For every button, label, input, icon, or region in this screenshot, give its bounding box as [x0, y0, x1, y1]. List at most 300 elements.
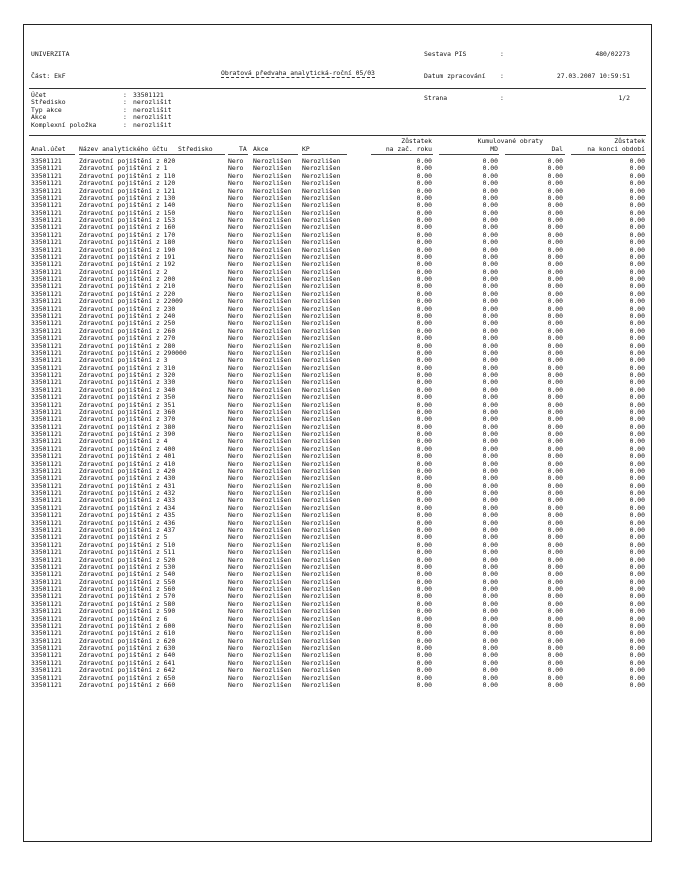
- filter-value: 33501121: [133, 91, 164, 99]
- row-kp: Nerozlišen: [302, 555, 341, 564]
- row-name: Zdravotní pojištění z 640: [79, 651, 176, 660]
- row-name: Zdravotní pojištění z 250: [79, 319, 176, 328]
- header-right: [424, 36, 630, 117]
- row-opening: 0.00: [416, 216, 432, 225]
- row-kp: Nerozlišen: [302, 629, 341, 638]
- row-kp: Nerozlišen: [302, 570, 341, 579]
- row-name: Zdravotní pojištění z 220: [79, 289, 176, 298]
- row-closing: 0.00: [629, 341, 645, 350]
- row-opening: 0.00: [416, 319, 432, 328]
- row-ta: Nero: [228, 592, 244, 601]
- row-ta: Nero: [228, 658, 244, 667]
- row-account: 33501121: [31, 526, 62, 534]
- row-closing: 0.00: [629, 304, 645, 313]
- row-closing: 0.00: [629, 164, 645, 173]
- row-account: 33501121: [31, 452, 62, 461]
- row-md: 0.00: [482, 171, 498, 180]
- row-akce: Nerozlišen: [253, 238, 292, 247]
- filter-list: [31, 92, 171, 129]
- row-dal: 0.00: [547, 422, 563, 431]
- row-closing: 0.00: [629, 540, 645, 549]
- row-account: 33501121: [31, 230, 62, 239]
- row-md: 0.00: [482, 238, 498, 247]
- row-account: 33501121: [31, 422, 62, 431]
- filter-value: nerozlišit: [133, 105, 172, 114]
- row-opening: 0.00: [416, 238, 432, 247]
- row-kp: Nerozlišen: [302, 326, 341, 335]
- row-account: 33501121: [31, 651, 62, 660]
- row-md: 0.00: [482, 164, 498, 173]
- row-name: Zdravotní pojištění z 380: [79, 422, 176, 431]
- row-kp: Nerozlišen: [302, 157, 341, 165]
- row-dal: 0.00: [547, 526, 563, 534]
- row-closing: 0.00: [629, 570, 645, 579]
- row-akce: Nerozlišen: [253, 208, 292, 217]
- underline: [439, 154, 499, 155]
- row-account: 33501121: [31, 592, 62, 601]
- row-closing: 0.00: [629, 548, 645, 557]
- row-account: 33501121: [31, 570, 62, 579]
- filter-label: Akce: [31, 113, 47, 122]
- row-account: 33501121: [31, 223, 62, 232]
- row-name: Zdravotní pojištění z 280: [79, 341, 176, 350]
- row-closing: 0.00: [629, 238, 645, 247]
- row-opening: 0.00: [416, 658, 432, 667]
- row-dal: 0.00: [547, 599, 563, 608]
- row-ta: Nero: [228, 311, 244, 320]
- row-md: 0.00: [482, 430, 498, 439]
- row-account: 33501121: [31, 326, 62, 335]
- row-dal: 0.00: [547, 437, 563, 446]
- row-account: 33501121: [31, 282, 62, 291]
- row-dal: 0.00: [547, 223, 563, 232]
- row-akce: Nerozlišen: [253, 179, 292, 188]
- row-kp: Nerozlišen: [302, 356, 341, 365]
- row-opening: 0.00: [416, 585, 432, 594]
- row-kp: Nerozlišen: [302, 348, 341, 357]
- row-closing: 0.00: [629, 599, 645, 608]
- row-account: 33501121: [31, 208, 62, 217]
- row-account: 33501121: [31, 400, 62, 409]
- row-dal: 0.00: [547, 216, 563, 225]
- row-name: Zdravotní pojištění z 020: [79, 157, 176, 165]
- row-ta: Nero: [228, 673, 244, 682]
- row-name: Zdravotní pojištění z 435: [79, 511, 176, 520]
- row-closing: 0.00: [629, 459, 645, 468]
- row-ta: Nero: [228, 252, 244, 261]
- row-dal: 0.00: [547, 651, 563, 660]
- row-dal: 0.00: [547, 393, 563, 402]
- row-name: Zdravotní pojištění z 190: [79, 245, 176, 254]
- row-akce: Nerozlišen: [253, 164, 292, 173]
- row-md: 0.00: [482, 245, 498, 254]
- row-dal: 0.00: [547, 297, 563, 306]
- row-opening: 0.00: [416, 179, 432, 188]
- row-account: 33501121: [31, 474, 62, 483]
- underline: [79, 154, 225, 155]
- row-md: 0.00: [482, 319, 498, 328]
- filter-line: Komplexní položka : nerozlišit: [31, 120, 172, 129]
- row-dal: 0.00: [547, 489, 563, 498]
- row-dal: 0.00: [547, 252, 563, 261]
- row-dal: 0.00: [547, 326, 563, 335]
- row-closing: 0.00: [629, 326, 645, 335]
- row-closing: 0.00: [629, 577, 645, 586]
- row-dal: 0.00: [547, 245, 563, 254]
- row-md: 0.00: [482, 570, 498, 579]
- row-opening: 0.00: [416, 275, 432, 284]
- row-name: Zdravotní pojištění z 170: [79, 230, 176, 239]
- row-name: Zdravotní pojištění z 130: [79, 193, 176, 202]
- row-name: Zdravotní pojištění z 620: [79, 636, 176, 645]
- row-opening: 0.00: [416, 282, 432, 291]
- row-kp: Nerozlišen: [302, 459, 341, 468]
- row-name: Zdravotní pojištění z 511: [79, 548, 176, 557]
- row-opening: 0.00: [416, 481, 432, 490]
- row-opening: 0.00: [416, 437, 432, 446]
- row-kp: Nerozlišen: [302, 407, 341, 416]
- row-account: 33501121: [31, 164, 62, 173]
- underline: [505, 154, 565, 155]
- row-dal: 0.00: [547, 238, 563, 247]
- row-akce: Nerozlišen: [253, 171, 292, 180]
- row-kp: Nerozlišen: [302, 319, 341, 328]
- row-account: 33501121: [31, 252, 62, 261]
- row-md: 0.00: [482, 607, 498, 616]
- row-md: 0.00: [482, 415, 498, 424]
- row-akce: Nerozlišen: [253, 319, 292, 328]
- row-akce: Nerozlišen: [253, 230, 292, 239]
- underline: [571, 154, 646, 155]
- row-akce: Nerozlišen: [253, 459, 292, 468]
- underline: [31, 154, 75, 155]
- row-name: Zdravotní pojištění z 2: [79, 267, 168, 276]
- row-akce: Nerozlišen: [253, 599, 292, 608]
- row-account: 33501121: [31, 430, 62, 439]
- row-opening: 0.00: [416, 607, 432, 616]
- row-account: 33501121: [31, 621, 62, 630]
- row-name: Zdravotní pojištění z 310: [79, 363, 176, 372]
- row-ta: Nero: [228, 415, 244, 424]
- row-akce: Nerozlišen: [253, 621, 292, 630]
- row-dal: 0.00: [547, 415, 563, 424]
- row-dal: 0.00: [547, 171, 563, 180]
- row-name: Zdravotní pojištění z 660: [79, 680, 176, 689]
- row-ta: Nero: [228, 363, 244, 372]
- row-kp: Nerozlišen: [302, 275, 341, 284]
- row-dal: 0.00: [547, 466, 563, 475]
- row-md: 0.00: [482, 201, 498, 210]
- row-opening: 0.00: [416, 562, 432, 571]
- row-md: 0.00: [482, 629, 498, 638]
- row-account: 33501121: [31, 466, 62, 475]
- row-opening: 0.00: [416, 680, 432, 689]
- row-akce: Nerozlišen: [253, 548, 292, 557]
- row-md: 0.00: [482, 474, 498, 483]
- row-account: 33501121: [31, 680, 62, 689]
- filter-line: Účet : 33501121: [31, 91, 164, 99]
- row-kp: Nerozlišen: [302, 289, 341, 298]
- row-opening: 0.00: [416, 385, 432, 394]
- row-name: Zdravotní pojištění z 642: [79, 666, 176, 675]
- row-name: Zdravotní pojištění z 641: [79, 658, 176, 667]
- row-kp: Nerozlišen: [302, 363, 341, 372]
- divider-columns: [29, 135, 646, 136]
- row-ta: Nero: [228, 430, 244, 439]
- row-ta: Nero: [228, 348, 244, 357]
- row-akce: Nerozlišen: [253, 658, 292, 667]
- row-name: Zdravotní pojištění z 192: [79, 260, 176, 269]
- row-closing: 0.00: [629, 400, 645, 409]
- row-md: 0.00: [482, 267, 498, 276]
- row-dal: 0.00: [547, 503, 563, 512]
- row-name: Zdravotní pojištění z 401: [79, 452, 176, 461]
- row-name: Zdravotní pojištění z 3: [79, 356, 168, 365]
- row-md: 0.00: [482, 252, 498, 261]
- row-account: 33501121: [31, 348, 62, 357]
- row-opening: 0.00: [416, 326, 432, 335]
- row-kp: Nerozlišen: [302, 562, 341, 571]
- row-kp: Nerozlišen: [302, 252, 341, 261]
- row-akce: Nerozlišen: [253, 193, 292, 202]
- row-opening: 0.00: [416, 651, 432, 660]
- row-akce: Nerozlišen: [253, 363, 292, 372]
- row-ta: Nero: [228, 503, 244, 512]
- row-akce: Nerozlišen: [253, 503, 292, 512]
- row-opening: 0.00: [416, 171, 432, 180]
- row-dal: 0.00: [547, 267, 563, 276]
- row-akce: Nerozlišen: [253, 592, 292, 601]
- row-opening: 0.00: [416, 629, 432, 638]
- row-kp: Nerozlišen: [302, 496, 341, 505]
- row-account: 33501121: [31, 297, 62, 306]
- row-name: Zdravotní pojištění z 110: [79, 171, 176, 180]
- row-account: 33501121: [31, 245, 62, 254]
- row-ta: Nero: [228, 157, 244, 165]
- row-dal: 0.00: [547, 548, 563, 557]
- row-name: Zdravotní pojištění z 351: [79, 400, 176, 409]
- row-md: 0.00: [482, 186, 498, 195]
- row-opening: 0.00: [416, 459, 432, 468]
- header-left: [31, 36, 69, 95]
- row-dal: 0.00: [547, 644, 563, 653]
- row-akce: Nerozlišen: [253, 201, 292, 210]
- row-dal: 0.00: [547, 673, 563, 682]
- row-ta: Nero: [228, 496, 244, 505]
- row-md: 0.00: [482, 334, 498, 343]
- row-ta: Nero: [228, 393, 244, 402]
- row-opening: 0.00: [416, 489, 432, 498]
- row-kp: Nerozlišen: [302, 651, 341, 660]
- row-closing: 0.00: [629, 636, 645, 645]
- row-opening: 0.00: [416, 267, 432, 276]
- row-dal: 0.00: [547, 540, 563, 549]
- row-kp: Nerozlišen: [302, 201, 341, 210]
- row-akce: Nerozlišen: [253, 334, 292, 343]
- row-account: 33501121: [31, 518, 62, 527]
- row-closing: 0.00: [629, 629, 645, 638]
- row-ta: Nero: [228, 452, 244, 461]
- row-kp: Nerozlišen: [302, 334, 341, 343]
- row-dal: 0.00: [547, 186, 563, 195]
- row-md: 0.00: [482, 363, 498, 372]
- row-md: 0.00: [482, 304, 498, 313]
- date-value: 27.03.2007 10:59:51: [556, 72, 630, 81]
- col-closing-bottom: na konci období: [587, 145, 645, 153]
- row-account: 33501121: [31, 356, 62, 365]
- row-account: 33501121: [31, 289, 62, 298]
- row-closing: 0.00: [629, 481, 645, 490]
- row-closing: 0.00: [629, 319, 645, 328]
- row-kp: Nerozlišen: [302, 489, 341, 498]
- row-name: Zdravotní pojištění z 6: [79, 614, 168, 623]
- row-name: Zdravotní pojištění z 240: [79, 311, 176, 320]
- col-kp: KP: [302, 145, 310, 153]
- row-ta: Nero: [228, 179, 244, 188]
- row-name: Zdravotní pojištění z 437: [79, 526, 176, 534]
- row-ta: Nero: [228, 481, 244, 490]
- row-kp: Nerozlišen: [302, 245, 341, 254]
- filter-value: nerozlišit: [133, 120, 172, 129]
- row-closing: 0.00: [629, 621, 645, 630]
- row-name: Zdravotní pojištění z 410: [79, 459, 176, 468]
- report-title: Obratová předvaha analytická-roční 05/03: [221, 69, 375, 77]
- row-akce: Nerozlišen: [253, 252, 292, 261]
- row-akce: Nerozlišen: [253, 422, 292, 431]
- row-kp: Nerozlišen: [302, 621, 341, 630]
- row-name: Zdravotní pojištění z 550: [79, 577, 176, 586]
- row-closing: 0.00: [629, 526, 645, 534]
- org-name: UNIVERZITA: [31, 49, 70, 58]
- row-name: Zdravotní pojištění z 433: [79, 496, 176, 505]
- row-account: 33501121: [31, 186, 62, 195]
- row-account: 33501121: [31, 673, 62, 682]
- row-akce: Nerozlišen: [253, 666, 292, 675]
- row-md: 0.00: [482, 260, 498, 269]
- row-closing: 0.00: [629, 252, 645, 261]
- row-account: 33501121: [31, 599, 62, 608]
- row-opening: 0.00: [416, 548, 432, 557]
- row-kp: Nerozlišen: [302, 230, 341, 239]
- row-opening: 0.00: [416, 644, 432, 653]
- row-ta: Nero: [228, 245, 244, 254]
- col-akce: Akce: [253, 145, 269, 153]
- row-closing: 0.00: [629, 452, 645, 461]
- row-ta: Nero: [228, 526, 244, 534]
- row-akce: Nerozlišen: [253, 275, 292, 284]
- row-md: 0.00: [482, 562, 498, 571]
- row-ta: Nero: [228, 614, 244, 623]
- row-md: 0.00: [482, 511, 498, 520]
- underline: [253, 154, 298, 155]
- row-closing: 0.00: [629, 348, 645, 357]
- row-closing: 0.00: [629, 555, 645, 564]
- row-md: 0.00: [482, 533, 498, 542]
- row-opening: 0.00: [416, 673, 432, 682]
- row-md: 0.00: [482, 326, 498, 335]
- row-account: 33501121: [31, 171, 62, 180]
- col-cumulative: Kumulované obraty: [477, 137, 543, 145]
- row-dal: 0.00: [547, 230, 563, 239]
- row-md: 0.00: [482, 230, 498, 239]
- row-closing: 0.00: [629, 371, 645, 380]
- row-md: 0.00: [482, 348, 498, 357]
- row-account: 33501121: [31, 607, 62, 616]
- column-header: [31, 138, 646, 154]
- row-ta: Nero: [228, 223, 244, 232]
- row-closing: 0.00: [629, 658, 645, 667]
- row-closing: 0.00: [629, 289, 645, 298]
- report-label: Sestava PIS: [424, 49, 467, 58]
- row-md: 0.00: [482, 651, 498, 660]
- row-akce: Nerozlišen: [253, 585, 292, 594]
- row-account: 33501121: [31, 311, 62, 320]
- row-kp: Nerozlišen: [302, 378, 341, 387]
- row-account: 33501121: [31, 540, 62, 549]
- row-kp: Nerozlišen: [302, 311, 341, 320]
- row-account: 33501121: [31, 636, 62, 645]
- row-name: Zdravotní pojištění z 370: [79, 415, 176, 424]
- row-name: Zdravotní pojištění z 340: [79, 385, 176, 394]
- row-opening: 0.00: [416, 223, 432, 232]
- row-ta: Nero: [228, 651, 244, 660]
- row-name: Zdravotní pojištění z 590: [79, 607, 176, 616]
- row-account: 33501121: [31, 341, 62, 350]
- row-ta: Nero: [228, 201, 244, 210]
- row-akce: Nerozlišen: [253, 511, 292, 520]
- row-opening: 0.00: [416, 407, 432, 416]
- row-md: 0.00: [482, 621, 498, 630]
- row-opening: 0.00: [416, 400, 432, 409]
- row-akce: Nerozlišen: [253, 267, 292, 276]
- row-akce: Nerozlišen: [253, 348, 292, 357]
- row-closing: 0.00: [629, 363, 645, 372]
- row-account: 33501121: [31, 562, 62, 571]
- row-opening: 0.00: [416, 252, 432, 261]
- row-dal: 0.00: [547, 570, 563, 579]
- row-name: Zdravotní pojištění z 200: [79, 275, 176, 284]
- row-closing: 0.00: [629, 216, 645, 225]
- row-dal: 0.00: [547, 201, 563, 210]
- row-md: 0.00: [482, 503, 498, 512]
- row-opening: 0.00: [416, 555, 432, 564]
- row-opening: 0.00: [416, 570, 432, 579]
- row-opening: 0.00: [416, 289, 432, 298]
- row-kp: Nerozlišen: [302, 666, 341, 675]
- row-ta: Nero: [228, 636, 244, 645]
- row-dal: 0.00: [547, 348, 563, 357]
- row-dal: 0.00: [547, 282, 563, 291]
- col-name: Název analytického účtu: [79, 145, 168, 153]
- row-ta: Nero: [228, 275, 244, 284]
- row-opening: 0.00: [416, 636, 432, 645]
- row-name: Zdravotní pojištění z 140: [79, 201, 176, 210]
- row-name: Zdravotní pojištění z 610: [79, 629, 176, 638]
- row-kp: Nerozlišen: [302, 223, 341, 232]
- row-kp: Nerozlišen: [302, 673, 341, 682]
- row-closing: 0.00: [629, 592, 645, 601]
- row-akce: Nerozlišen: [253, 629, 292, 638]
- row-ta: Nero: [228, 193, 244, 202]
- row-name: Zdravotní pojištění z 320: [79, 371, 176, 380]
- row-opening: 0.00: [416, 592, 432, 601]
- row-account: 33501121: [31, 666, 62, 675]
- row-dal: 0.00: [547, 585, 563, 594]
- row-kp: Nerozlišen: [302, 466, 341, 475]
- row-dal: 0.00: [547, 444, 563, 453]
- row-opening: 0.00: [416, 193, 432, 202]
- row-opening: 0.00: [416, 341, 432, 350]
